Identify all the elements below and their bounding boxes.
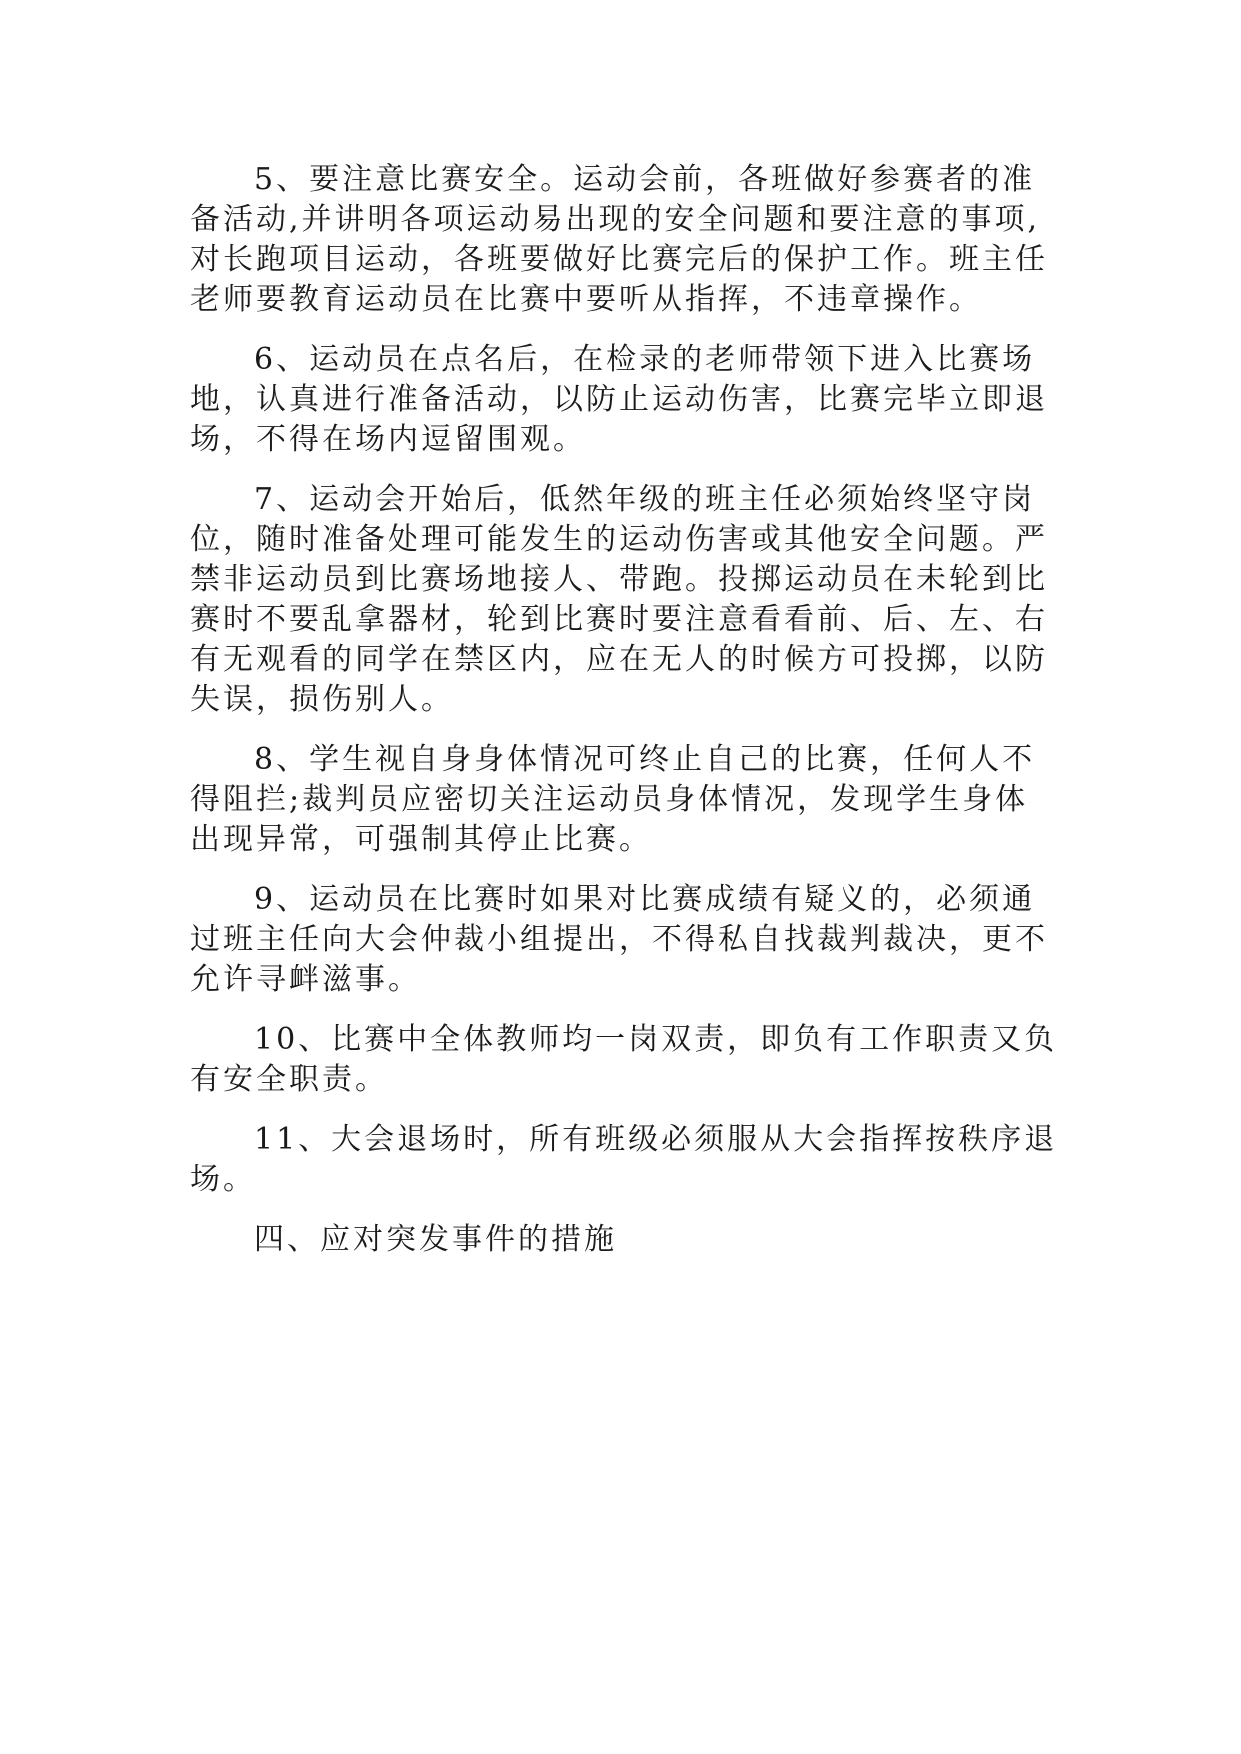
text-line: 失误，损伤别人。: [190, 682, 454, 717]
text-line: 备活动,并讲明各项运动易出现的安全问题和要注意的事项,: [190, 202, 1041, 237]
text-line: 10、比赛中全体教师均一岗双责，即负有工作职责又负: [254, 1022, 1058, 1057]
text-line: 8、学生视自身身体情况可终止自己的比赛，任何人不: [254, 742, 1036, 777]
text-line: 赛时不要乱拿器材，轮到比赛时要注意看看前、后、左、右: [190, 602, 1048, 637]
paragraph-item-10: [190, 1020, 1058, 1100]
section-heading: [190, 1220, 1050, 1260]
text-line: 6、运动员在点名后，在检录的老师带领下进入比赛场: [254, 342, 1036, 377]
paragraph-item-6: [190, 340, 1050, 460]
text-line: 有无观看的同学在禁区内，应在无人的时候方可投掷，以防: [190, 642, 1048, 677]
text-line: 允许寻衅滋事。: [190, 962, 421, 997]
paragraph-item-9: [190, 880, 1050, 1000]
text-line: 出现异常，可强制其停止比赛。: [190, 822, 652, 857]
text-line: 场。: [190, 1162, 256, 1197]
text-line: 过班主任向大会仲裁小组提出，不得私自找裁判裁决，更不: [190, 922, 1048, 957]
text-line: 9、运动员在比赛时如果对比赛成绩有疑义的，必须通: [254, 882, 1036, 917]
section-heading-text: 四、应对突发事件的措施: [254, 1222, 617, 1257]
paragraph-item-5: [190, 160, 1050, 320]
text-line: 禁非运动员到比赛场地接人、带跑。投掷运动员在未轮到比: [190, 562, 1048, 597]
text-line: 有安全职责。: [190, 1062, 388, 1097]
paragraph-item-8: [190, 740, 1050, 860]
text-line: 5、要注意比赛安全。运动会前，各班做好参赛者的准: [254, 162, 1036, 197]
paragraph-item-11: [190, 1120, 1058, 1200]
text-line: 得阻拦;裁判员应密切关注运动员身体情况，发现学生身体: [190, 782, 1029, 817]
text-line: 老师要教育运动员在比赛中要听从指挥，不违章操作。: [190, 282, 982, 317]
text-line: 11、大会退场时，所有班级必须服从大会指挥按秩序退: [254, 1122, 1058, 1157]
text-line: 场，不得在场内逗留围观。: [190, 422, 586, 457]
text-line: 对长跑项目运动，各班要做好比赛完后的保护工作。班主任: [190, 242, 1048, 277]
text-line: 位，随时准备处理可能发生的运动伤害或其他安全问题。严: [190, 522, 1048, 557]
paragraph-item-7: [190, 480, 1050, 720]
text-line: 7、运动会开始后，低然年级的班主任必须始终坚守岗: [254, 482, 1036, 517]
document-body: [190, 160, 1058, 1280]
text-line: 地，认真进行准备活动，以防止运动伤害，比赛完毕立即退: [190, 382, 1048, 417]
